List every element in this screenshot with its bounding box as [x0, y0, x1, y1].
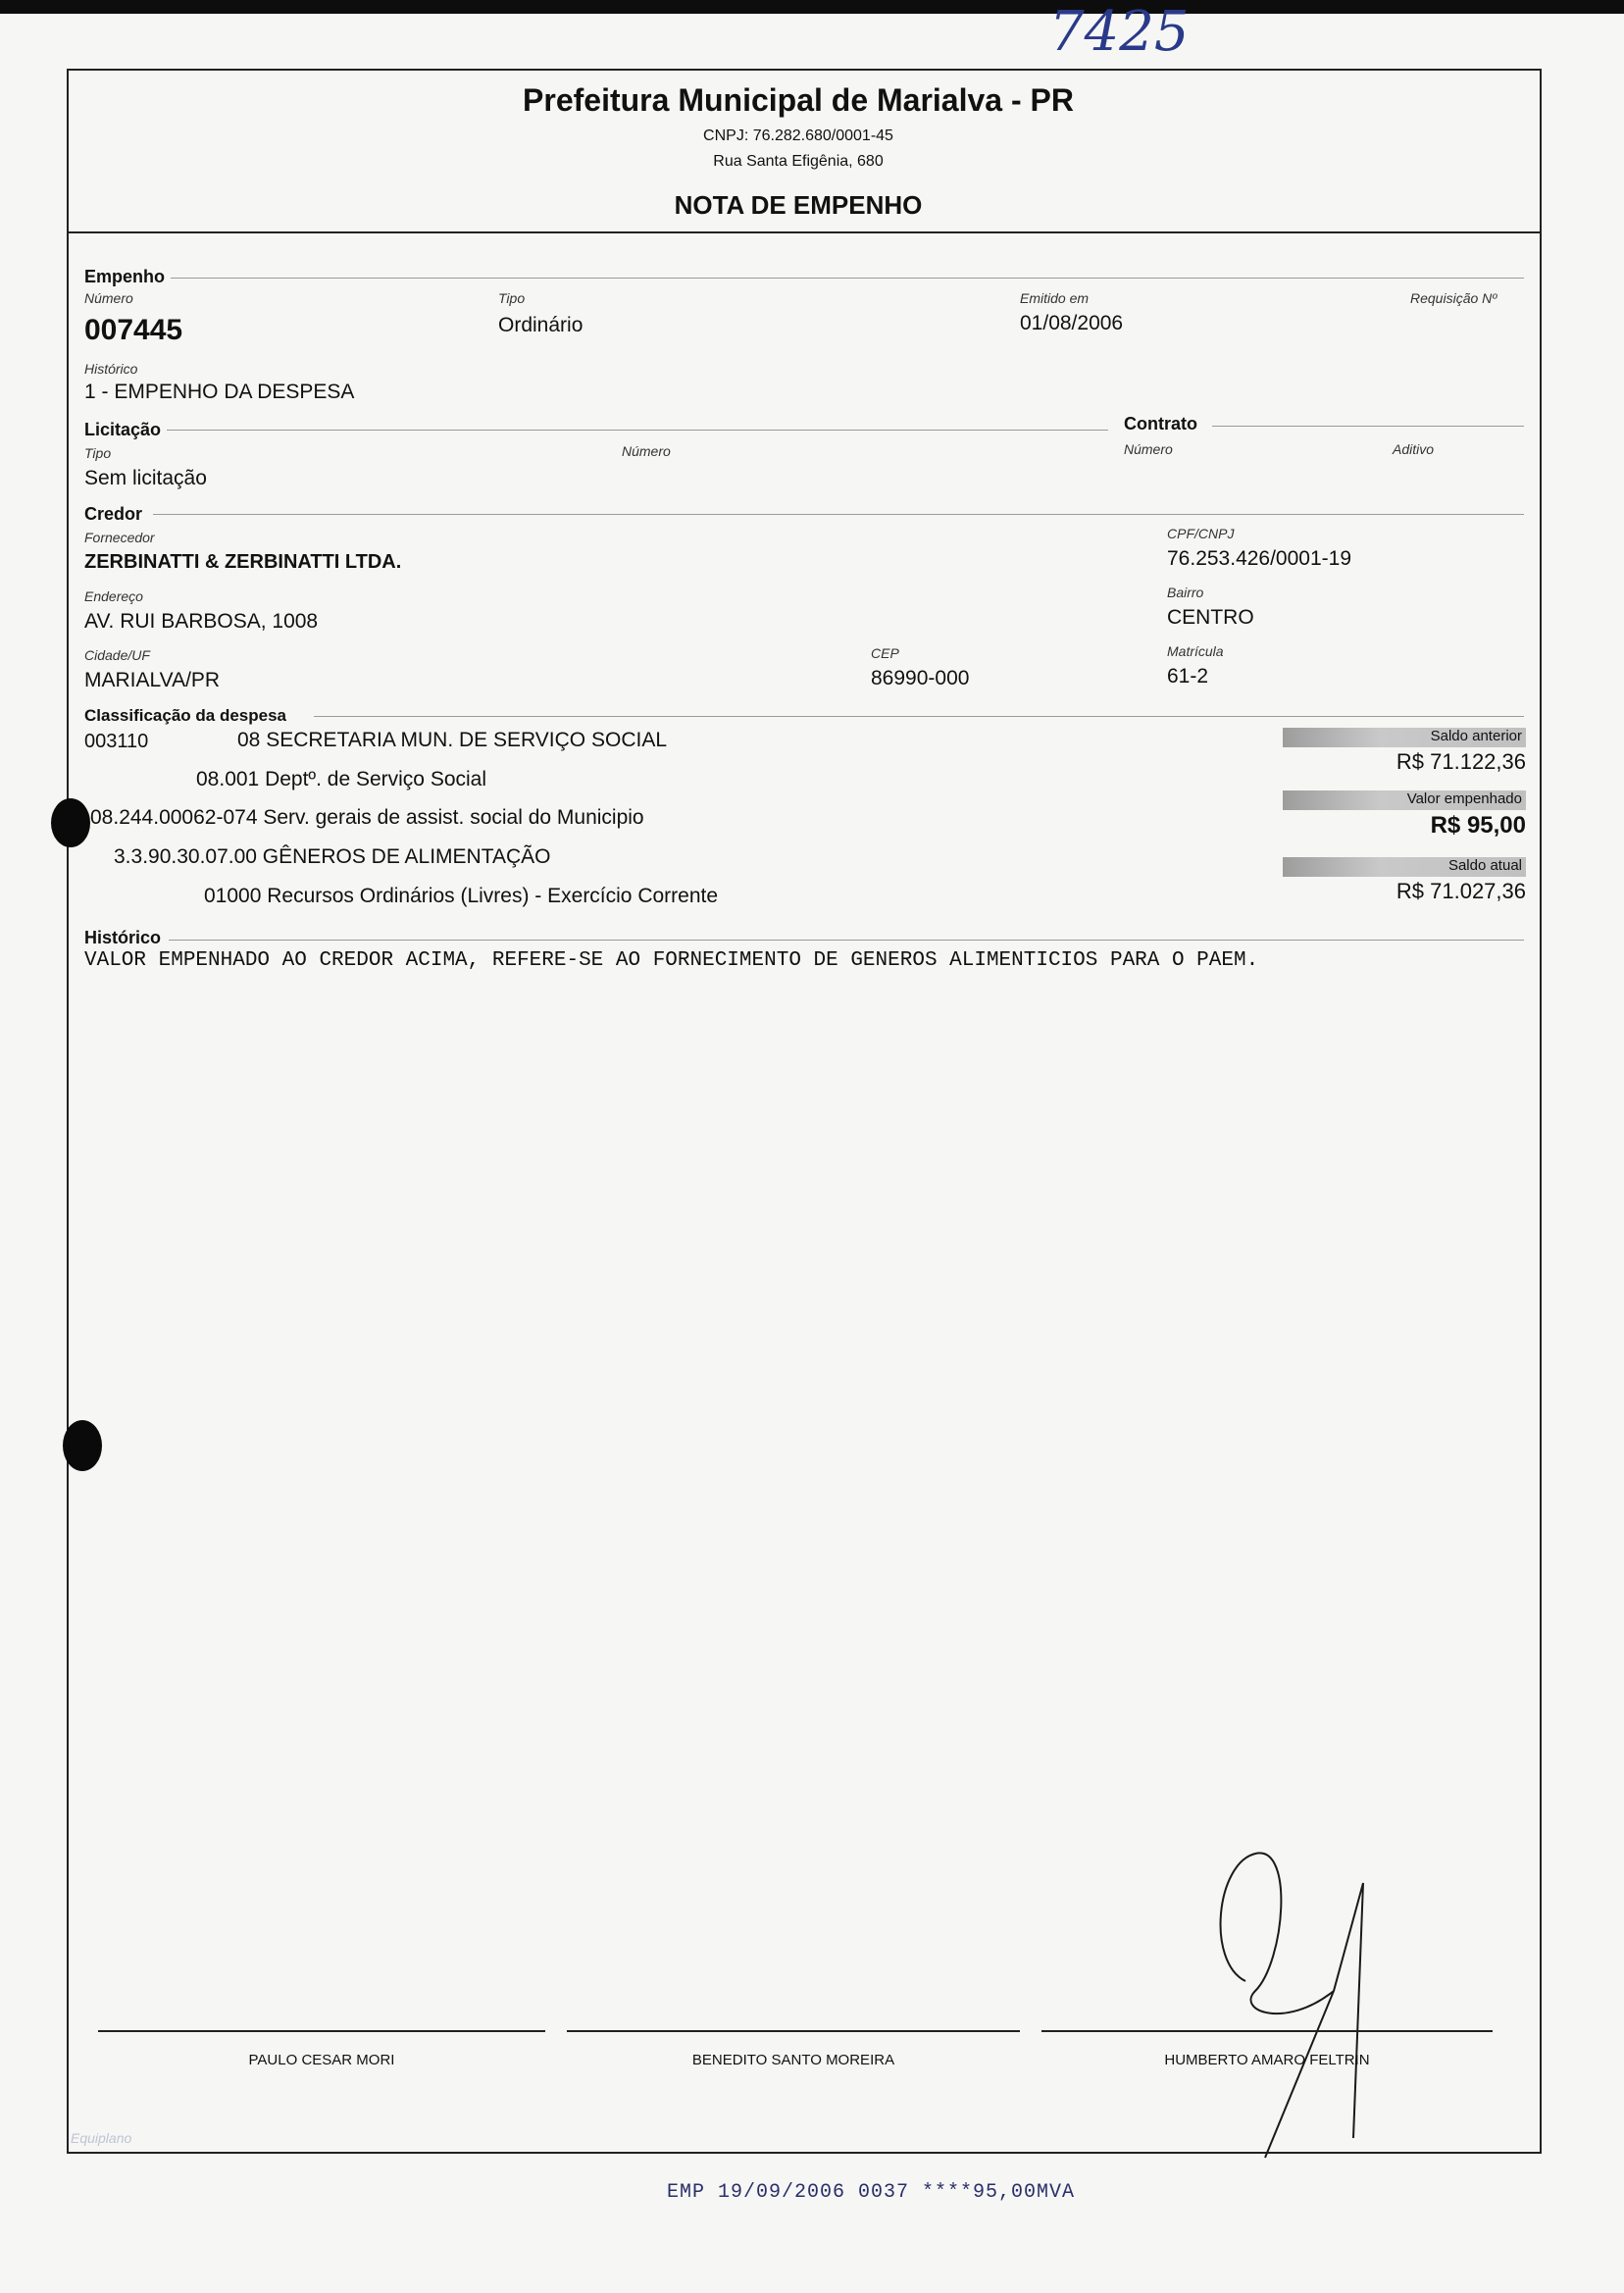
fornecedor-label: Fornecedor	[84, 530, 155, 545]
cep-label: CEP	[871, 645, 899, 661]
historico-text: VALOR EMPENHADO AO CREDOR ACIMA, REFERE-SE AO FORNECIMENTO DE GENEROS ALIMENTICIOS PARA O PAEM.	[84, 949, 1259, 972]
section-rule	[167, 430, 1108, 431]
signature-scribble	[1138, 1844, 1432, 2197]
empenho-tipo-label: Tipo	[498, 290, 526, 306]
cep-value: 86990-000	[871, 667, 970, 689]
section-rule	[314, 716, 1524, 717]
empenho-numero: 007445	[84, 314, 183, 346]
signature-line	[98, 2030, 545, 2032]
fornecedor-name: ZERBINATTI & ZERBINATTI LTDA.	[84, 551, 402, 573]
section-empenho: Empenho	[84, 267, 166, 286]
endereco-label: Endereço	[84, 588, 143, 604]
empenho-tipo: Ordinário	[498, 314, 584, 336]
classificacao-line-3: 08.244.00062-074 Serv. gerais de assist. social do Municipio	[90, 806, 644, 829]
cidade-value: MARIALVA/PR	[84, 669, 221, 691]
empenho-numero-label: Número	[84, 290, 133, 306]
cpf-value: 76.253.426/0001-19	[1167, 547, 1352, 570]
bairro-value: CENTRO	[1167, 606, 1254, 629]
valor-empenhado-value: R$ 95,00	[1430, 812, 1526, 839]
cpf-label: CPF/CNPJ	[1167, 526, 1235, 541]
signature-line	[1041, 2030, 1493, 2032]
section-contrato: Contrato	[1124, 414, 1197, 433]
processing-stamp: EMP 19/09/2006 0037 ****95,00MVA	[667, 2181, 1076, 2204]
contrato-aditivo-label: Aditivo	[1393, 441, 1435, 457]
section-rule	[153, 514, 1524, 515]
section-licitacao: Licitação	[84, 420, 162, 439]
equiplano-brand: Equiplano	[71, 2130, 132, 2146]
licitacao-tipo: Sem licitação	[84, 467, 207, 489]
header-address: Rua Santa Efigênia, 680	[713, 153, 884, 170]
signature-name-2: BENEDITO SANTO MOREIRA	[691, 2052, 895, 2068]
handwritten-number: 7425	[1049, 0, 1190, 64]
classificacao-line-2: 08.001 Deptº. de Serviço Social	[196, 768, 487, 790]
cidade-label: Cidade/UF	[84, 647, 150, 663]
scan-top-edge	[0, 0, 1624, 14]
signature-name-1: PAULO CESAR MORI	[248, 2052, 395, 2068]
section-classificacao: Classificação da despesa	[84, 706, 287, 725]
section-rule	[171, 278, 1524, 279]
emitido-date: 01/08/2006	[1020, 312, 1124, 334]
classificacao-code: 003110	[84, 731, 149, 752]
signature-line	[567, 2030, 1020, 2032]
punch-hole	[63, 1420, 102, 1471]
bairro-label: Bairro	[1167, 585, 1204, 600]
saldo-atual-label: Saldo atual	[1283, 857, 1526, 877]
classificacao-line-1: 08 SECRETARIA MUN. DE SERVIÇO SOCIAL	[237, 729, 668, 751]
contrato-numero-label: Número	[1124, 441, 1173, 457]
empenho-historico: 1 - EMPENHO DA DESPESA	[84, 381, 355, 403]
header-cnpj: CNPJ: 76.282.680/0001-45	[703, 127, 893, 144]
page-title: Prefeitura Municipal de Marialva - PR	[523, 82, 1074, 118]
section-historico: Histórico	[84, 928, 162, 947]
matricula-label: Matrícula	[1167, 643, 1224, 659]
endereco-value: AV. RUI BARBOSA, 1008	[84, 610, 319, 633]
header-separator	[67, 231, 1540, 233]
emitido-label: Emitido em	[1020, 290, 1090, 306]
classificacao-line-5: 01000 Recursos Ordinários (Livres) - Exercício Corrente	[204, 885, 719, 907]
classificacao-line-4: 3.3.90.30.07.00 GÊNEROS DE ALIMENTAÇÃO	[114, 845, 551, 868]
document-title: NOTA DE EMPENHO	[674, 190, 923, 220]
licitacao-tipo-label: Tipo	[84, 445, 112, 461]
section-rule	[169, 940, 1524, 941]
matricula-value: 61-2	[1167, 665, 1209, 688]
section-credor: Credor	[84, 504, 143, 524]
saldo-anterior-label: Saldo anterior	[1283, 728, 1526, 747]
saldo-atual-value: R$ 71.027,36	[1396, 879, 1526, 903]
empenho-historico-label: Histórico	[84, 361, 138, 377]
requisicao-label: Requisição Nº	[1410, 290, 1497, 306]
licitacao-numero-label: Número	[622, 443, 671, 459]
section-rule	[1212, 426, 1524, 427]
valor-empenhado-label: Valor empenhado	[1283, 790, 1526, 810]
saldo-anterior-value: R$ 71.122,36	[1396, 749, 1526, 774]
signature-name-3: HUMBERTO AMARO FELTRIN	[1164, 2052, 1370, 2068]
punch-hole	[51, 798, 90, 847]
